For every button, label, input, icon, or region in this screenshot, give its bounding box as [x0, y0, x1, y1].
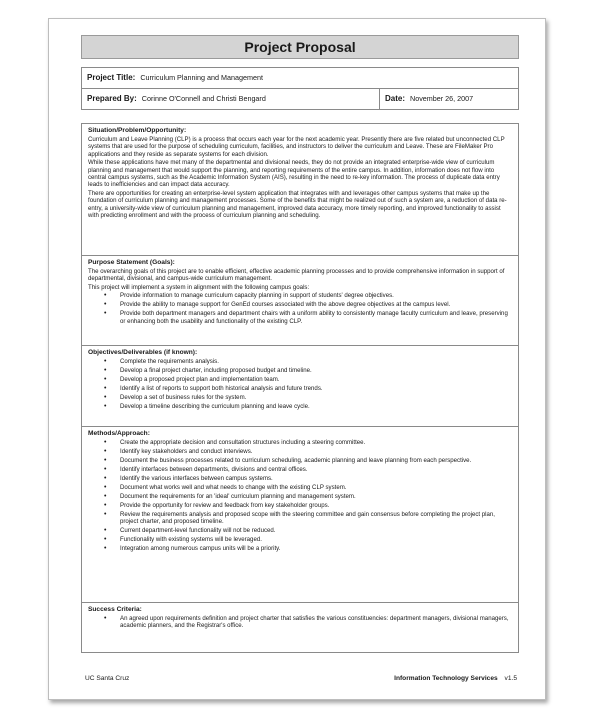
prepared-by-cell — [82, 89, 380, 109]
prepared-by-value: Corinne O'Connell and Christi Bengard — [141, 94, 266, 103]
document-page — [48, 18, 546, 700]
methods-heading: Methods/Approach: — [88, 430, 150, 437]
method-bullet: • Document what works well and what needs to change with the existing CLP system. — [120, 484, 512, 491]
document-title: Project Proposal — [81, 35, 519, 59]
purpose-paragraph: The overarching goals of this project are to enable efficient, effective academic planning processes and to provide comprehensive information in support of departmental, divisional, and campus-wide curriculum management. — [88, 268, 505, 283]
objective-bullet: • Identify a list of reports to support both historical analysis and future trends. — [120, 385, 512, 392]
method-bullet: • Create the appropriate decision and consultation structures including a steering committee. — [120, 439, 512, 446]
method-bullet: • Integration among numerous campus units will be a priority. — [120, 545, 512, 552]
methods-section — [82, 427, 518, 603]
situation-heading: Situation/Problem/Opportunity: — [88, 127, 187, 134]
footer-version: v1.5 — [504, 675, 517, 682]
project-title-row — [82, 68, 518, 89]
success-section — [82, 603, 518, 652]
objectives-heading: Objectives/Deliverables (if known): — [88, 349, 198, 356]
prepared-by-label: Prepared By: — [87, 94, 137, 103]
purpose-bullet: • Provide the ability to manage support for GenEd courses associated with the above degree objectives at the campus level. — [120, 301, 512, 308]
objective-bullet: • Develop a set of business rules for the system. — [120, 394, 512, 401]
date-cell — [380, 89, 518, 109]
success-heading: Success Criteria: — [88, 606, 142, 613]
method-bullet: • Identify the various interfaces between campus systems. — [120, 475, 512, 482]
objectives-section — [82, 346, 518, 427]
situation-paragraph: While these applications have met many of the departmental and divisional needs, they do not provide an integrated enterprise-wide view of curriculum planning and management that would support the planning, and reporting requirements of the entire campus. In addition, information does not flow into central campus systems, such as the Academic Information System (AIS), resulting in the need to re-key information. The process of duplicate data entry leads to inefficiencies and can impact data accuracy. — [88, 159, 500, 189]
methods-list — [88, 439, 512, 553]
project-title-label: Project Title: — [87, 73, 136, 82]
footer-org — [394, 675, 517, 682]
objective-bullet: • Develop a proposed project plan and implementation team. — [120, 376, 512, 383]
objective-bullet: • Complete the requirements analysis. — [120, 358, 512, 365]
purpose-paragraph: This project will implement a system in alignment with the following campus goals: — [88, 283, 310, 291]
method-bullet: • Functionality with existing systems will be leveraged. — [120, 536, 512, 543]
situation-section — [82, 124, 518, 256]
project-title-value: Curriculum Planning and Management — [140, 73, 263, 82]
objective-bullet: • Develop a final project charter, including proposed budget and timeline. — [120, 367, 512, 374]
objectives-list — [88, 358, 512, 410]
success-list — [88, 615, 512, 630]
purpose-heading: Purpose Statement (Goals): — [88, 259, 175, 266]
situation-paragraph: Curriculum and Leave Planning (CLP) is a process that occurs each year for the next academic year. Presently there are five related but unconnected CLP systems that are used for the purpose of scheduling curriculum, facilities, and instructors to deliver the curriculum and Leave. These are FileMaker Pro applications and they reside as separate systems for each division. — [88, 136, 505, 158]
purpose-bullet: • Provide information to manage curriculum capacity planning in support of students' degree objectives. — [120, 292, 512, 299]
method-bullet: • Identify key stakeholders and conduct interviews. — [120, 448, 512, 455]
date-label: Date: — [385, 94, 406, 103]
method-bullet: • Review the requirements analysis and proposed scope with the steering committee and gain consensus before completing the project plan, project charter, and proposed timeline. — [120, 511, 512, 526]
success-bullet: • An agreed upon requirements definition and project charter that satisfies the various constituencies: department managers, divisional managers, academic planners, and the Registrar's office. — [120, 615, 512, 630]
method-bullet: • Provide the opportunity for review and feedback from key stakeholder groups. — [120, 502, 512, 509]
footer-institution: UC Santa Cruz — [85, 675, 130, 682]
objective-bullet: • Develop a timeline describing the curriculum planning and leave cycle. — [120, 403, 512, 410]
purpose-list — [88, 292, 512, 325]
purpose-section — [82, 256, 518, 346]
header-table — [81, 67, 519, 110]
method-bullet: • Current department-level functionality will not be reduced. — [120, 527, 512, 534]
project-title-cell — [82, 68, 263, 88]
date-value: November 26, 2007 — [410, 94, 474, 103]
footer-org-name: Information Technology Services — [394, 675, 498, 682]
method-bullet: • Document the requirements for an 'ideal' curriculum planning and management system. — [120, 493, 512, 500]
situation-paragraph: There are opportunities for creating an enterprise-level system application that integrates with and leverages other campus systems that make up the foundation of curriculum planning and management processes. Some of the benefits that might be realized out of such a system are, a reduction of data re-entry, a university-wide view of curriculum planning and management, improved data accuracy, more timely reporting, and improved functionality to assist with predicting enrollment and with the process of curriculum planning and scheduling. — [88, 189, 507, 220]
method-bullet: • Identify interfaces between departments, divisions and central offices. — [120, 466, 512, 473]
purpose-bullet: • Provide both department managers and department chairs with a uniform ability to consistently manage faculty curriculum and leave, preserving or enhancing both the usability and functionality of the existing CLP. — [120, 310, 512, 325]
prepared-by-row — [82, 89, 518, 109]
proposal-body — [81, 123, 519, 653]
method-bullet: • Document the business processes related to curriculum scheduling, academic planning and leave planning from each perspective. — [120, 457, 512, 464]
